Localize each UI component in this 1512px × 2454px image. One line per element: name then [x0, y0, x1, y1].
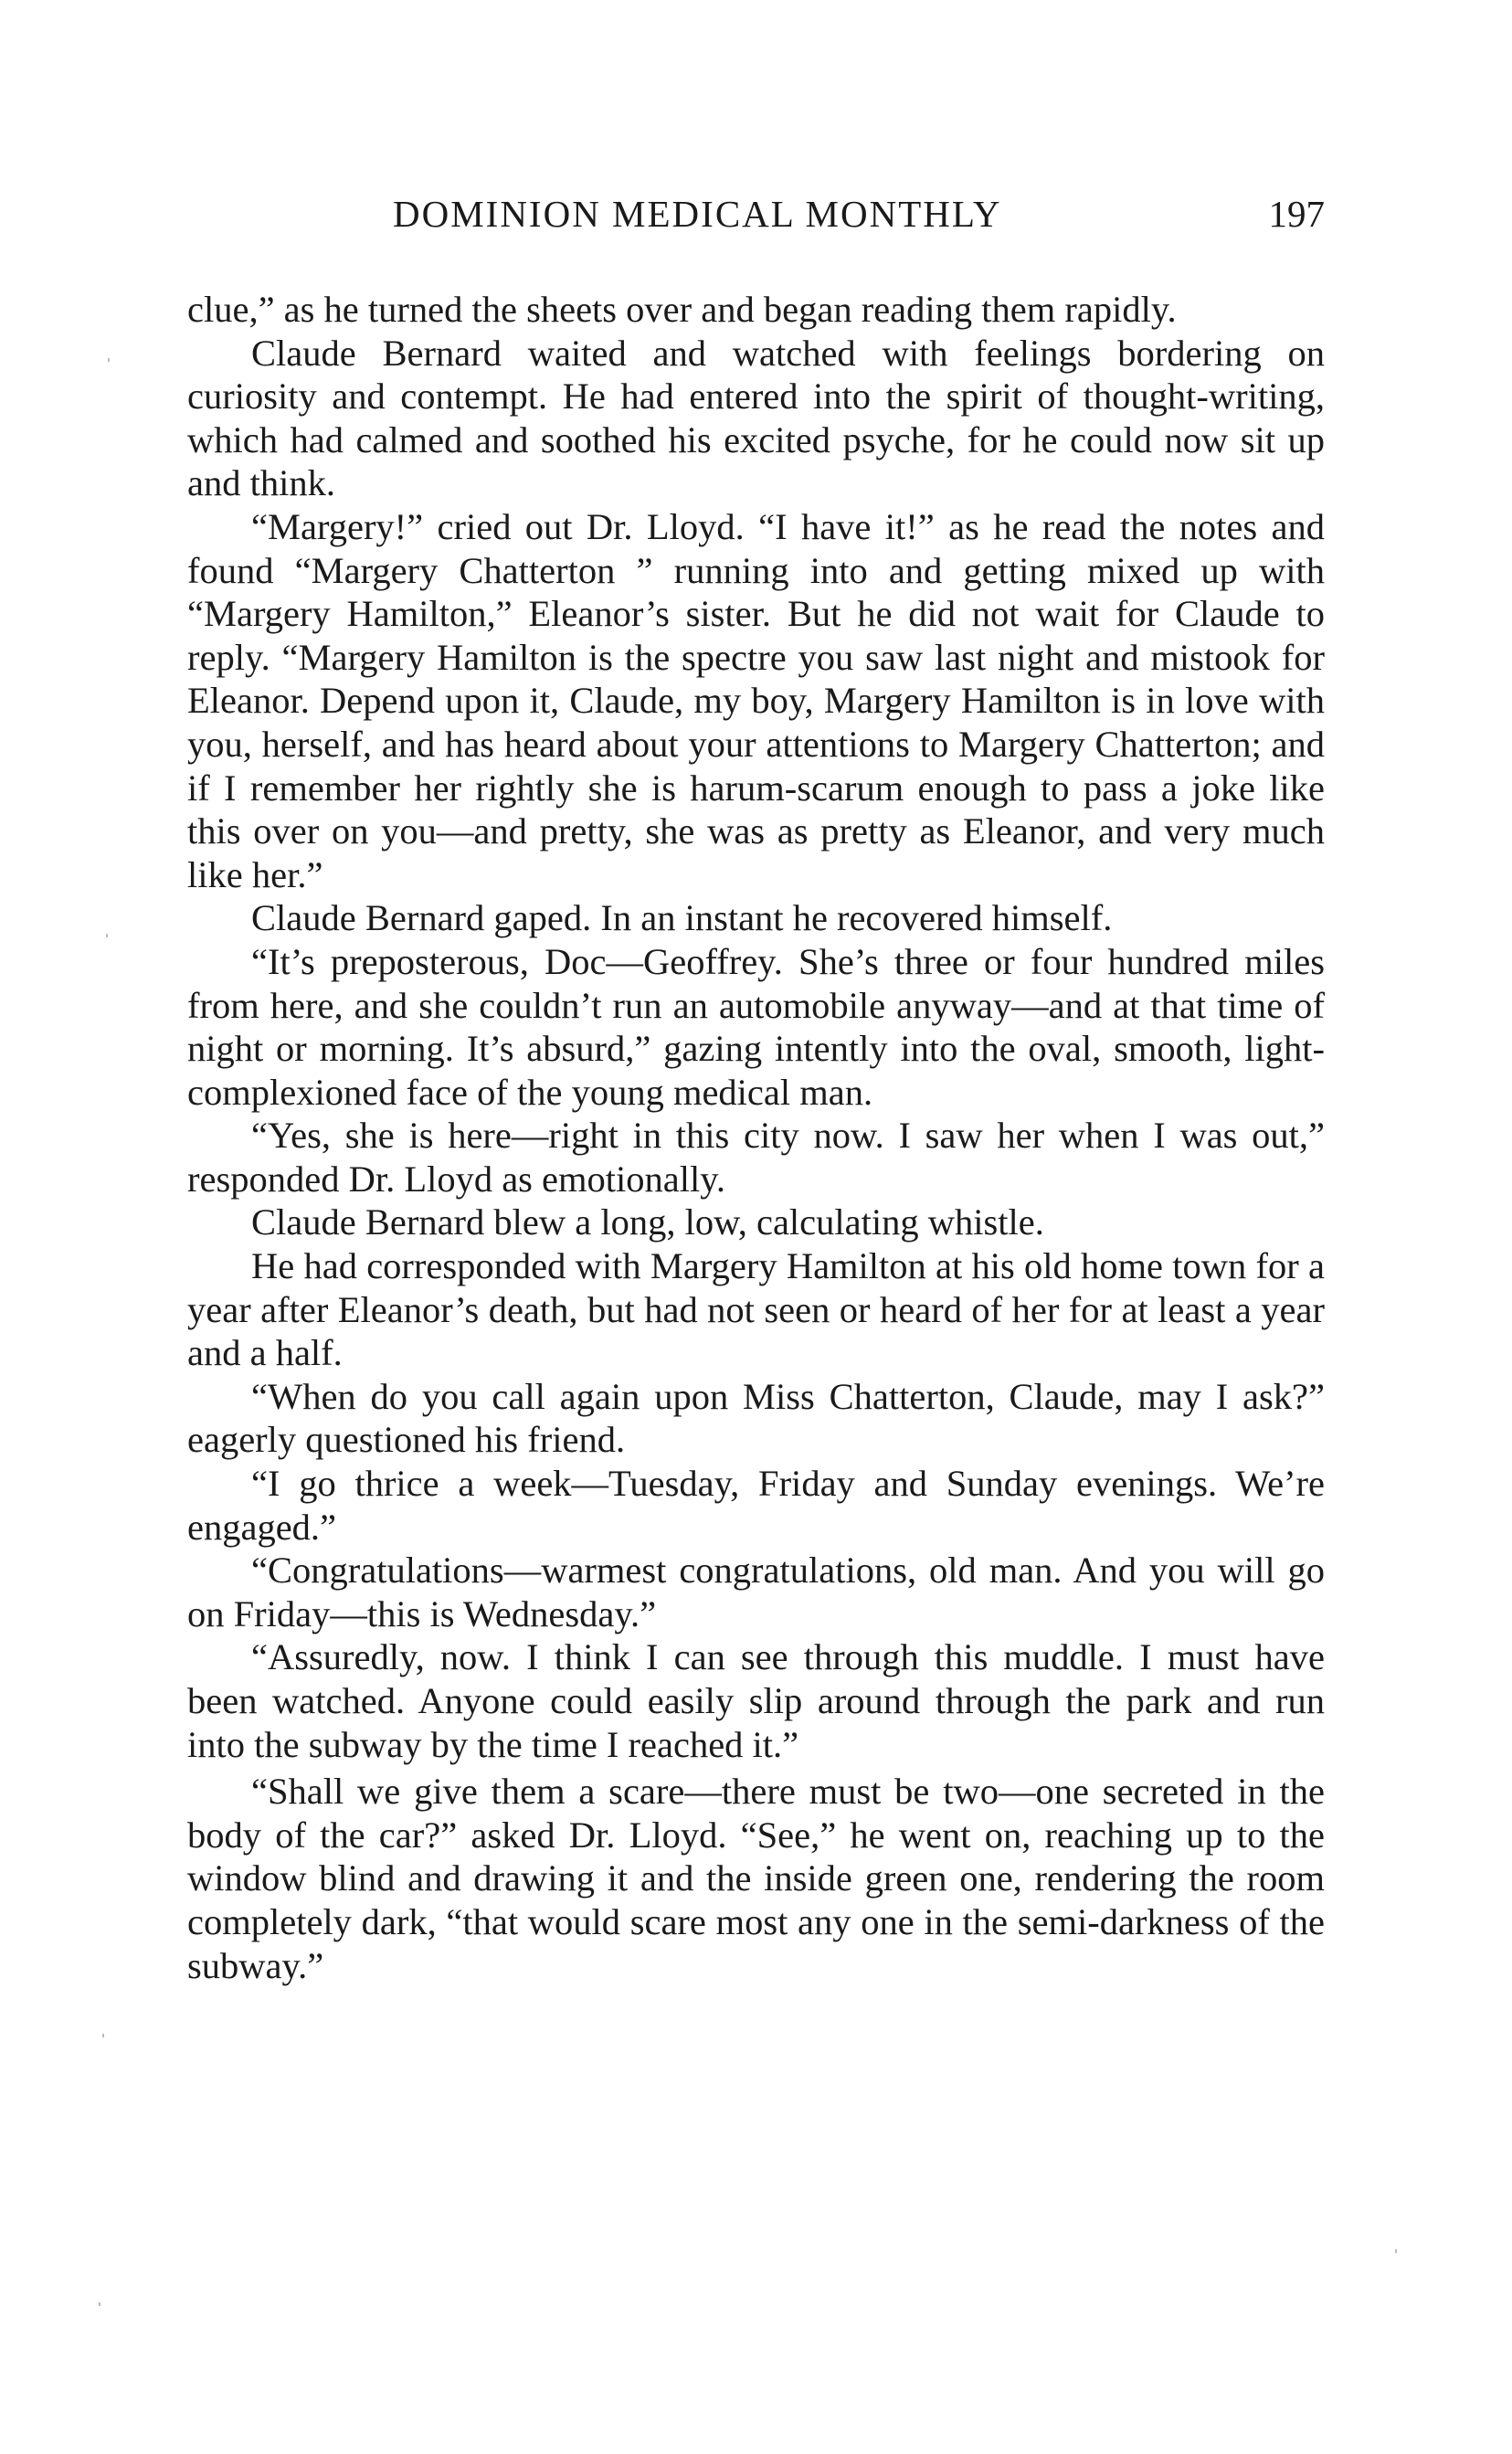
paragraph: He had corresponded with Margery Hamilton at his old home town for a year after Eleanor’s death, but had not seen or heard of her for at least a year and a half.: [187, 1245, 1325, 1374]
scan-speck: [106, 934, 108, 937]
paragraph: “I go thrice a week—Tuesday, Friday and Sunday evenings. We’re engaged.”: [187, 1463, 1325, 1548]
scan-speck: [1395, 2249, 1397, 2253]
paragraph: Claude Bernard waited and watched with feelings bordering on curiosity and contempt. He had entered into the spirit of thought-writing, which had calmed and soothed his excited psyche, for he could now sit up and think.: [187, 332, 1325, 504]
paragraph: “When do you call again upon Miss Chatterton, Claude, may I ask?” eagerly questioned his friend.: [187, 1375, 1325, 1461]
scan-speck: [102, 2034, 104, 2037]
paragraph: “It’s preposterous, Doc—Geoffrey. She’s three or four hundred miles from here, and she couldn’t run an automobile anyway—and at that time of night or morning. It’s absurd,” gazing intently into the oval, smooth, light-complexioned face of the young medical man.: [187, 940, 1325, 1113]
paragraph: clue,” as he turned the sheets over and began reading them rapidly.: [187, 289, 1177, 330]
paragraph: “Assuredly, now. I think I can see through this muddle. I must have been watched. Anyone could easily slip around through the park and run into the subway by the time I reached it.”: [187, 1636, 1325, 1765]
paragraph: “Margery!” cried out Dr. Lloyd. “I have it!” as he read the notes and found “Margery Chatterton ” running into and getting mixed up with “Margery Hamilton,” Eleanor’s sister. But he did not wait for Claude to reply. “Margery Hamilton is the spectre you saw last night and mistook for Eleanor. Depend upon it, Claude, my boy, Margery Hamilton is in love with you, herself, and has heard about your attentions to Margery Chatterton; and if I remember her rightly she is harum-scarum enough to pass a joke like this over on you—and pretty, she was as pretty as Eleanor, and very much like her.”: [187, 505, 1325, 895]
running-head: [187, 192, 1325, 247]
paragraph: “Yes, she is here—right in this city now. I saw her when I was out,” responded Dr. Lloyd as emotionally.: [187, 1115, 1325, 1200]
scan-speck: [99, 2302, 100, 2306]
paragraph: “Shall we give them a scare—there must be two—one secreted in the body of the car?” asked Dr. Lloyd. “See,” he went on, reaching up to the window blind and drawing it and the inside green one, rendering the room completely dark, “that would scare most any one in the semi-darkness of the subway.”: [187, 1771, 1325, 1986]
paragraph: “Congratulations—warmest congratulations, old man. And you will go on Friday—this is Wednesday.”: [187, 1550, 1325, 1634]
paragraph: Claude Bernard blew a long, low, calculating whistle.: [251, 1201, 1044, 1243]
scan-speck: [108, 358, 110, 362]
page-number: 197: [1268, 193, 1325, 235]
body-text: [187, 288, 1325, 1987]
paragraph: Claude Bernard gaped. In an instant he recovered himself.: [251, 897, 1113, 939]
journal-title: DOMINION MEDICAL MONTHLY: [393, 193, 1002, 235]
